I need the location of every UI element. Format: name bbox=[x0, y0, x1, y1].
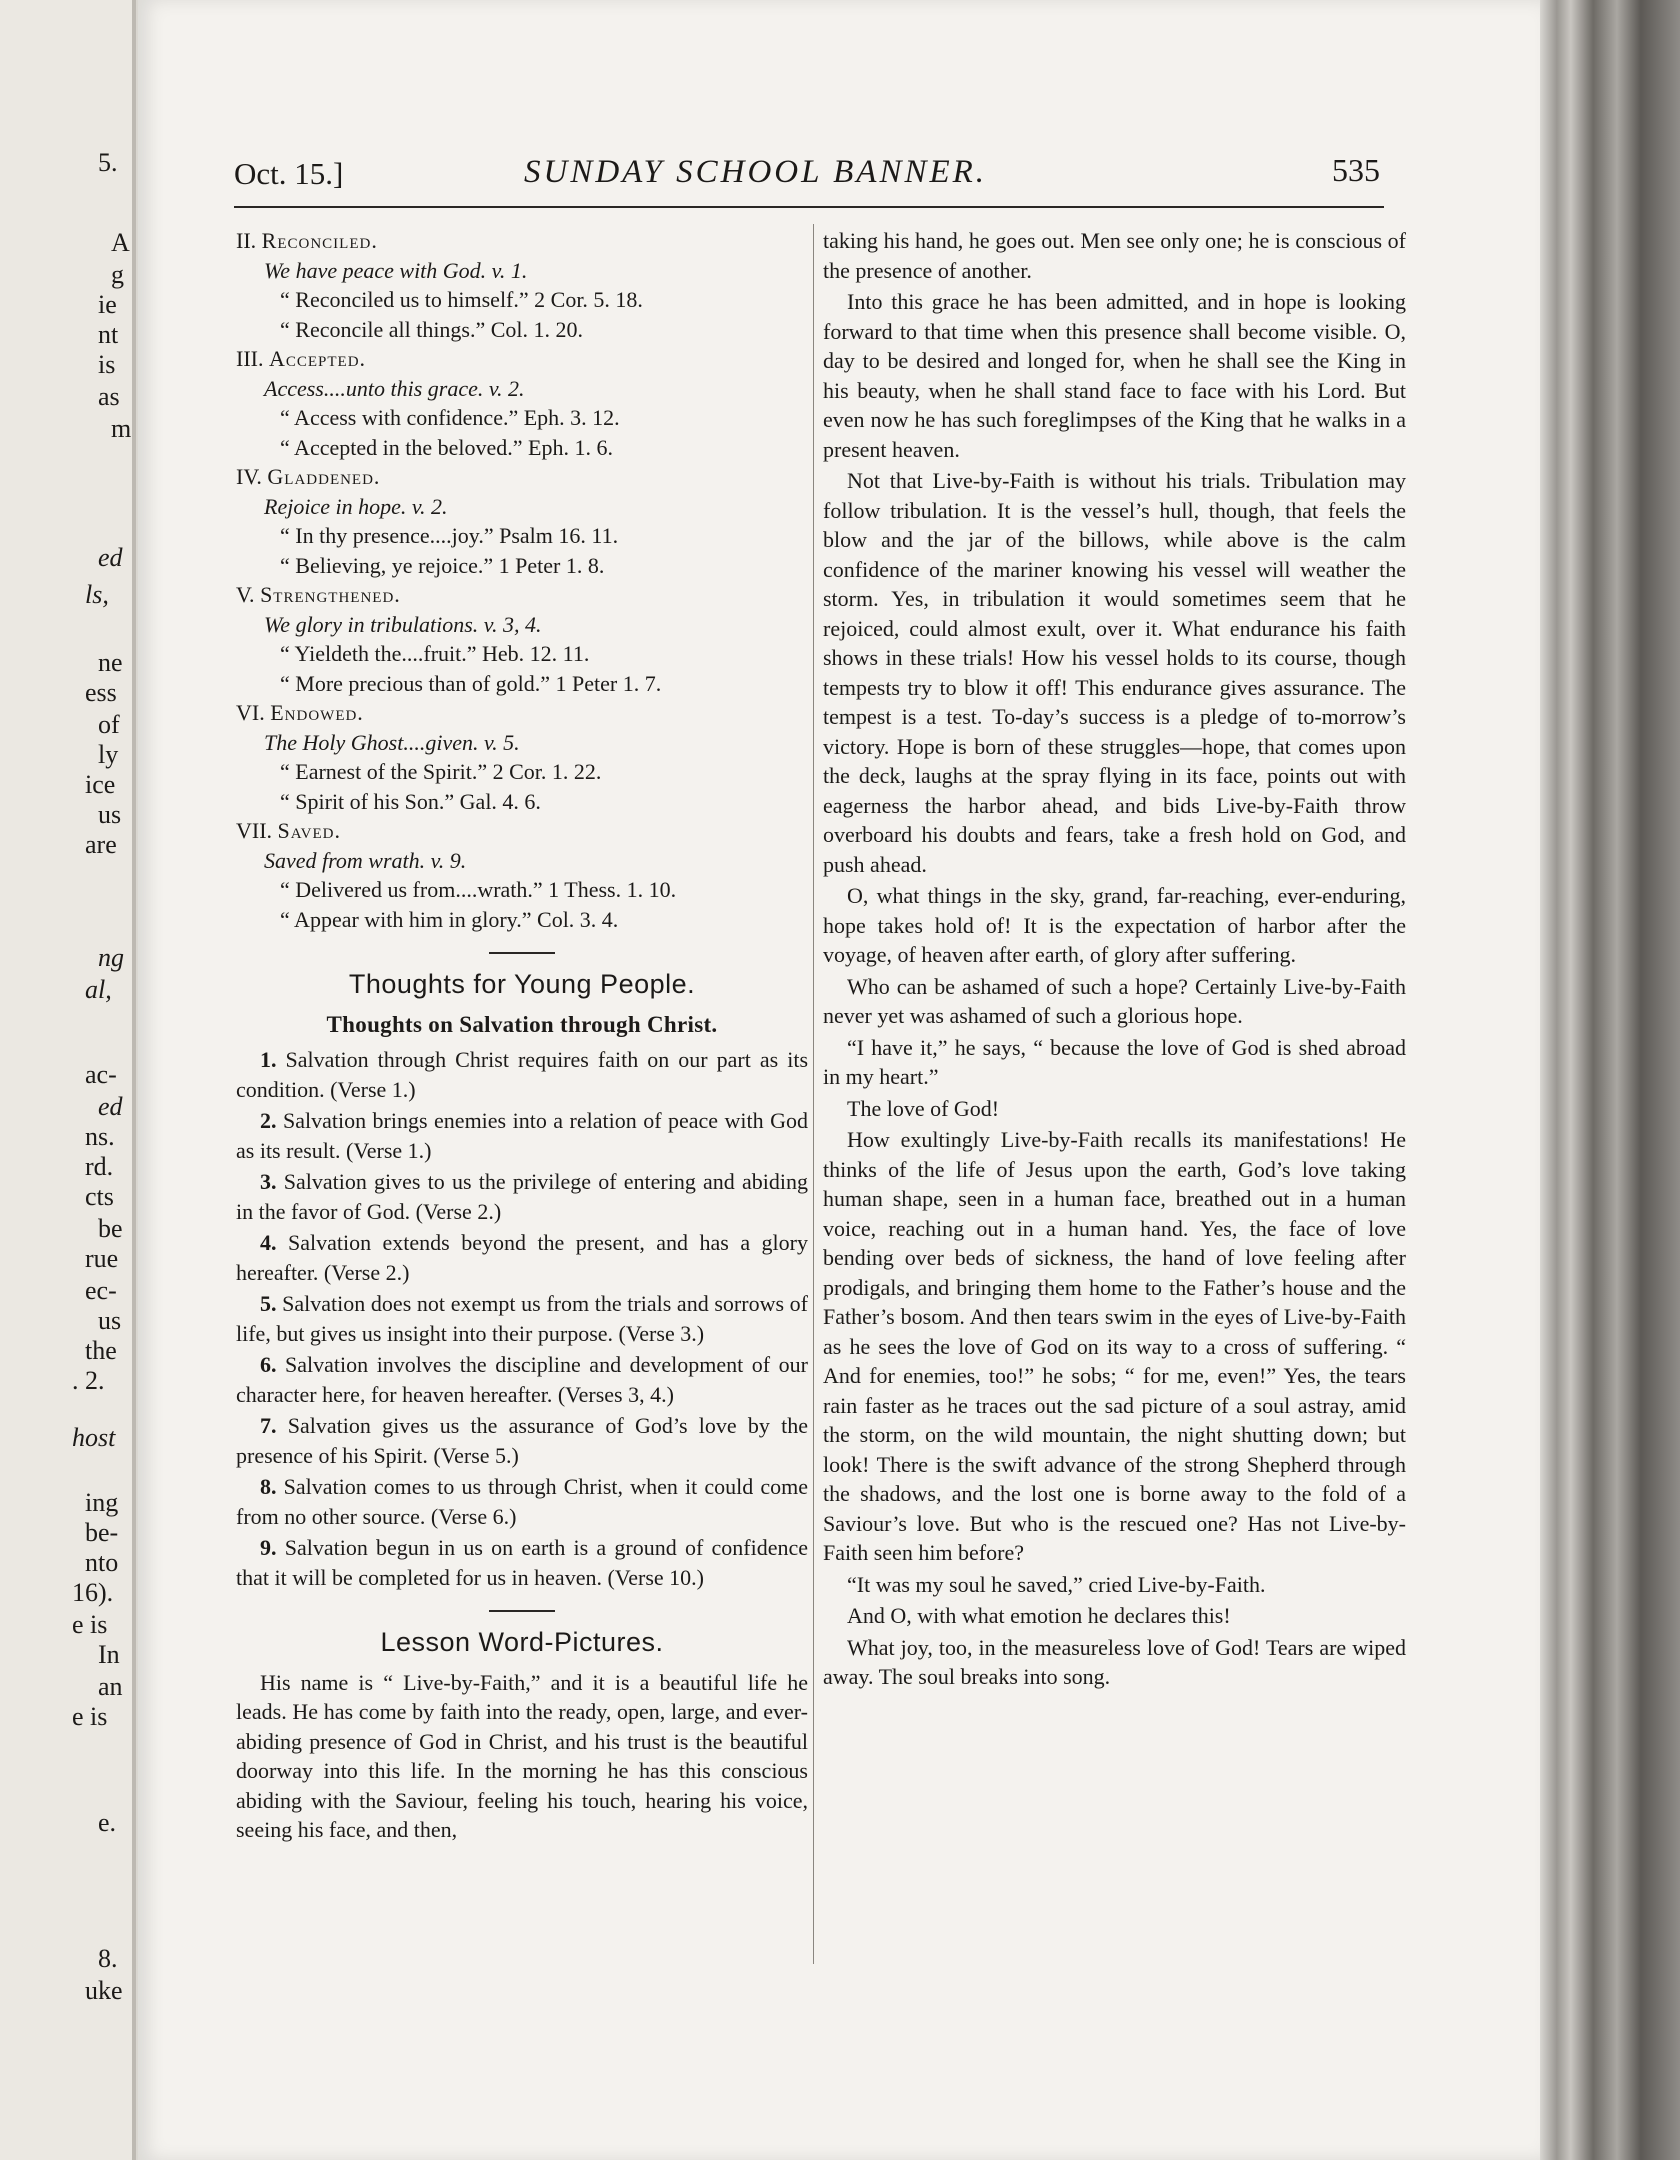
thought-text: Salvation brings enemies into a relation of peace with God as its result. (Verse 1.) bbox=[236, 1108, 809, 1163]
outline-numeral: V. bbox=[236, 582, 255, 607]
running-header bbox=[234, 150, 1380, 200]
left-page-fragment: 5. bbox=[98, 148, 118, 177]
story-paragraph: What joy, too, in the measureless love of God! Tears are wiped away. The soul breaks into song. bbox=[823, 1634, 1406, 1689]
thought-item bbox=[236, 1289, 808, 1348]
outline-reference: Saved from wrath. v. 9. bbox=[264, 847, 467, 873]
thought-text: Salvation gives us the assurance of God’s love by the presence of his Spirit. (Verse 5.) bbox=[236, 1413, 809, 1468]
left-page-fragment: us bbox=[98, 800, 122, 829]
left-page-fragment: 8. bbox=[98, 1944, 118, 1973]
left-page-fragment: cts bbox=[85, 1182, 114, 1211]
thought-number: 5. bbox=[260, 1291, 277, 1316]
outline-quote: “ In thy presence....joy.” Psalm 16. 11. bbox=[280, 523, 619, 548]
header-rule bbox=[234, 206, 1384, 208]
left-page-fragment: be- bbox=[85, 1518, 119, 1547]
story-paragraph: O, what things in the sky, grand, far-reaching, ever-enduring, hope takes hold of! It is the expectation of harbor after the voyage, of heaven after earth, of glory after suffering. bbox=[823, 883, 1406, 967]
left-page-fragment: e is bbox=[72, 1702, 108, 1731]
thoughts-title: Thoughts for Young People. bbox=[348, 969, 696, 999]
outline-heading bbox=[236, 698, 808, 728]
outline-heading-text: Accepted. bbox=[268, 346, 367, 371]
thought-number: 8. bbox=[260, 1474, 277, 1499]
left-page-fragment: rue bbox=[85, 1244, 119, 1273]
outline-heading bbox=[236, 580, 808, 610]
left-page-fragment: m bbox=[111, 414, 132, 443]
left-page-fragment: ed bbox=[98, 543, 123, 572]
left-page-fragment: e is bbox=[72, 1610, 108, 1639]
outline-numeral: VII. bbox=[236, 818, 273, 843]
left-page-fragment: of bbox=[98, 710, 120, 739]
left-page-fragment: is bbox=[98, 350, 116, 379]
thought-number: 7. bbox=[260, 1413, 277, 1438]
header-date: Oct. 15.] bbox=[234, 156, 344, 191]
outline-heading-text: Endowed. bbox=[270, 700, 364, 725]
outline-heading bbox=[236, 462, 808, 492]
outline-quote: “ Delivered us from....wrath.” 1 Thess. 1. 10. bbox=[280, 877, 677, 902]
left-page-fragment: ing bbox=[85, 1488, 119, 1517]
outline-quote: “ Earnest of the Spirit.” 2 Cor. 1. 22. bbox=[280, 759, 602, 784]
outline-quote: “ Believing, ye rejoice.” 1 Peter 1. 8. bbox=[280, 552, 605, 578]
outline-quote: “ Accepted in the beloved.” Eph. 1. 6. bbox=[280, 434, 613, 460]
outline-quote: “ Spirit of his Son.” Gal. 4. 6. bbox=[280, 788, 541, 814]
left-page-fragment: . 2. bbox=[72, 1366, 105, 1395]
story-paragraph: How exultingly Live-by-Faith recalls its manifestations! He thinks of the life of Jesus upon the earth, God’s love taking human shape, seen in a human face, breathed out in a human voice, reaching out in a human hand. Yes, the face of love bending over beds of sickness, the hand of love feeling after prodigals, and bringing them home to the Father’s house and the Father’s bosom. And then tears swim in the eyes of Live-by-Faith as he sees the love of God on its way to a cross of suffering. “ And for enemies, too!” he sobs; “ for me, even!” Yes, the tears rain faster as he traces out the sad picture of a soul astray, amid the storm, on the wild mountain, the night shutting down; but look! There is the swift advance of the strong Shepherd through the shadows, and the lost one is borne away to the fold of a Saviour’s love. But who is the rescued one? Has not Live-by-Faith seen him before? bbox=[823, 1127, 1406, 1565]
outline-reference: Access....unto this grace. v. 2. bbox=[264, 375, 525, 401]
story-paragraph: Into this grace he has been admitted, and in hope is looking forward to that time when this presence shall become visible. O, day to be desired and longed for, when he shall see the King in his beauty, when he shall stand face to face with his Lord. But even now he has such foreglimpses of the King that he walks in a present heaven. bbox=[823, 289, 1406, 462]
outline-quote: “ Appear with him in glory.” Col. 3. 4. bbox=[280, 906, 619, 932]
thought-item bbox=[236, 1106, 808, 1165]
outline-numeral: VI. bbox=[236, 700, 265, 725]
thought-item bbox=[236, 1350, 808, 1409]
left-page-fragment: al, bbox=[85, 975, 112, 1004]
thoughts-list bbox=[236, 1045, 808, 1592]
left-page-fragment: as bbox=[98, 382, 120, 411]
left-page-fragment: us bbox=[98, 1306, 122, 1335]
outline-quote: “ More precious than of gold.” 1 Peter 1. 7. bbox=[280, 670, 662, 696]
page-number: 535 bbox=[1332, 152, 1380, 188]
thought-text: Salvation begun in us on earth is a ground of confidence that it will be completed for us in heaven. (Verse 10.) bbox=[236, 1535, 808, 1590]
left-page-fragment: ie bbox=[98, 290, 117, 319]
outline-numeral: III. bbox=[236, 346, 264, 371]
thought-number: 4. bbox=[260, 1230, 277, 1255]
left-page-fragment: ac- bbox=[85, 1060, 117, 1089]
thought-number: 2. bbox=[260, 1108, 277, 1133]
left-page-fragment: A bbox=[111, 228, 130, 257]
thought-number: 1. bbox=[260, 1047, 277, 1072]
left-page-edge bbox=[0, 0, 136, 2160]
thought-number: 9. bbox=[260, 1535, 277, 1560]
thoughts-subtitle: Thoughts on Salvation through Christ. bbox=[326, 1011, 718, 1037]
outline-quote: “ Reconciled us to himself.” 2 Cor. 5. 18. bbox=[280, 287, 643, 312]
thought-item bbox=[236, 1472, 808, 1531]
section-divider bbox=[489, 952, 555, 954]
thought-text: Salvation involves the discipline and development of our character here, for heaven hereafter. (Verses 3, 4.) bbox=[236, 1352, 808, 1407]
left-page-fragment: ls, bbox=[85, 580, 109, 609]
outline-quote: “ Access with confidence.” Eph. 3. 12. bbox=[280, 405, 620, 430]
thought-number: 6. bbox=[260, 1352, 277, 1377]
left-page-fragment: ly bbox=[98, 740, 119, 769]
thought-item bbox=[236, 1167, 808, 1226]
outline-reference: The Holy Ghost....given. v. 5. bbox=[264, 729, 520, 755]
outline-heading-text: Reconciled. bbox=[261, 228, 378, 253]
left-page-fragment: an bbox=[98, 1672, 123, 1701]
outline-heading bbox=[236, 816, 808, 846]
outline-reference: Rejoice in hope. v. 2. bbox=[264, 493, 448, 519]
left-page-fragment: ns. bbox=[85, 1122, 115, 1151]
lesson-outline bbox=[236, 226, 808, 934]
thought-text: Salvation extends beyond the present, and has a glory hereafter. (Verse 2.) bbox=[236, 1230, 808, 1285]
left-page-fragment: ess bbox=[85, 678, 117, 707]
left-page-fragment: e. bbox=[98, 1808, 117, 1837]
word-pictures-intro: His name is “ Live-by-Faith,” and it is a beautiful life he leads. He has come by faith into the ready, open, large, and ever-abiding presence of God in Christ, and his trust is the beautiful doorway into this life. In the morning he has this conscious abiding with the Saviour, feeling his touch, hearing his voice, seeing his face, and then, bbox=[236, 1669, 808, 1842]
left-page-fragment: are bbox=[85, 830, 117, 859]
left-page-fragment: rd. bbox=[85, 1152, 114, 1181]
outline-heading-text: Strengthened. bbox=[260, 582, 401, 607]
header-title: SUNDAY SCHOOL BANNER. bbox=[524, 154, 988, 190]
thought-item bbox=[236, 1411, 808, 1470]
word-pictures-title: Lesson Word-Pictures. bbox=[380, 1627, 664, 1657]
left-page-fragment: the bbox=[85, 1336, 117, 1365]
outline-numeral: IV. bbox=[236, 464, 262, 489]
left-page-fragment: uke bbox=[85, 1976, 123, 2005]
left-page-fragment: 16). bbox=[72, 1578, 114, 1607]
book-spine bbox=[1540, 0, 1680, 2160]
outline-heading-text: Saved. bbox=[277, 818, 342, 843]
left-page-fragment: ne bbox=[98, 648, 123, 677]
section-divider bbox=[489, 1610, 555, 1612]
story-paragraph: The love of God! bbox=[847, 1095, 1000, 1121]
column-separator bbox=[813, 224, 814, 1964]
outline-numeral: II. bbox=[236, 228, 257, 253]
story-paragraph: taking his hand, he goes out. Men see only one; he is conscious of the presence of another. bbox=[823, 228, 1406, 283]
outline-heading-text: Gladdened. bbox=[267, 464, 381, 489]
thought-item bbox=[236, 1228, 808, 1287]
thought-item bbox=[236, 1533, 808, 1592]
story-paragraph: “I have it,” he says, “ because the love of God is shed abroad in my heart.” bbox=[823, 1034, 1406, 1089]
story-paragraph: Not that Live-by-Faith is without his trials. Tribulation may follow tribulation. It is the vessel’s hull, though, that feels the blow and the jar of the billows, while above is the calm confidence of the mariner knowing his vessel will weather the storm. Yes, in tribulation it would sometimes seem that he rejoiced, could almost exult, over it. What endurance his faith shows in these trials! How his vessel holds to its course, though tempests try to blow it off! This endurance gives assurance. The tempest is a test. To-day’s success is a pledge of to-morrow’s victory. Hope is born of these struggles—hope, that comes upon the deck, laughs at the spray flying in its face, points out with eagerness the harbor ahead, and bids Live-by-Faith throw overboard his doubts and fears, take a fresh hold on God, and push ahead. bbox=[823, 468, 1406, 877]
thought-text: Salvation does not exempt us from the trials and sorrows of life, but gives us insight into their purpose. (Verse 3.) bbox=[236, 1291, 809, 1346]
story-paragraph: Who can be ashamed of such a hope? Certainly Live-by-Faith never yet was ashamed of such a glorious hope. bbox=[823, 973, 1406, 1028]
thought-text: Salvation gives to us the privilege of entering and abiding in the favor of God. (Verse 2.) bbox=[236, 1169, 809, 1224]
outline-heading bbox=[236, 344, 808, 374]
outline-reference: We glory in tribulations. v. 3, 4. bbox=[264, 611, 542, 637]
thought-text: Salvation comes to us through Christ, when it could come from no other source. (Verse 6.) bbox=[236, 1474, 808, 1529]
left-page-fragment: g bbox=[111, 260, 124, 289]
outline-reference: We have peace with God. v. 1. bbox=[264, 257, 528, 283]
left-page-fragment: ec- bbox=[85, 1276, 117, 1305]
left-page-fragment: ice bbox=[85, 770, 116, 799]
outline-heading bbox=[236, 226, 808, 256]
outline-quote: “ Reconcile all things.” Col. 1. 20. bbox=[280, 316, 584, 342]
left-column bbox=[236, 226, 808, 1847]
left-page-fragment: host bbox=[72, 1423, 116, 1452]
left-page-fragment: be bbox=[98, 1214, 123, 1243]
left-page-fragment: ng bbox=[98, 943, 124, 972]
right-column bbox=[823, 226, 1406, 1694]
story-paragraph: “It was my soul he saved,” cried Live-by-Faith. bbox=[847, 1571, 1266, 1597]
left-page-fragment: nto bbox=[85, 1548, 119, 1577]
thought-text: Salvation through Christ requires faith on our part as its condition. (Verse 1.) bbox=[236, 1047, 809, 1102]
left-page-fragment: nt bbox=[98, 320, 119, 349]
thought-item bbox=[236, 1045, 808, 1104]
outline-quote: “ Yieldeth the....fruit.” Heb. 12. 11. bbox=[280, 641, 590, 666]
thought-number: 3. bbox=[260, 1169, 277, 1194]
left-page-fragment: ed bbox=[98, 1092, 123, 1121]
left-page-fragment: In bbox=[98, 1640, 120, 1669]
story-paragraph: And O, with what emotion he declares this! bbox=[847, 1603, 1231, 1628]
